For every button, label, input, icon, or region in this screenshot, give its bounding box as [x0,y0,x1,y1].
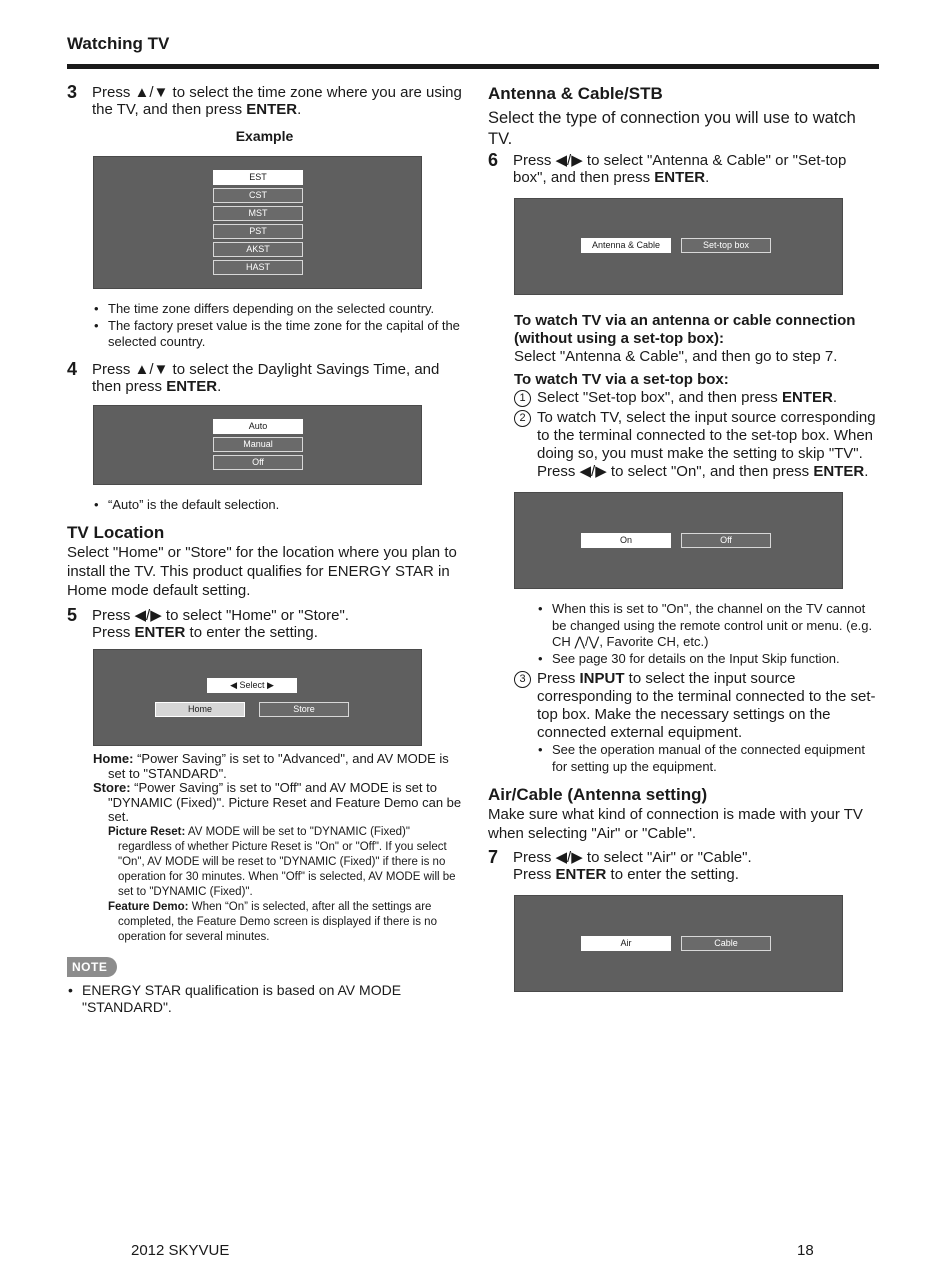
onoff-option-off[interactable]: Off [681,533,771,548]
conn-option-antenna-cable[interactable]: Antenna & Cable [581,238,671,253]
timezone-option-est[interactable]: EST [213,170,303,185]
tv-location-text: Select "Home" or "Store" for the location where you plan to install the TV. This product qualifies for ENERGY STAR in Home mode default setting. [67,544,457,599]
cable-option[interactable]: Cable [681,936,771,951]
step-text: Select "Set-top box", and then press ENTER. [537,389,837,406]
note-section [67,957,462,977]
timezone-option-akst[interactable]: AKST [213,242,303,257]
page-header-title: Watching TV [67,34,170,53]
list-item: • ENERGY STAR qualification is based on AV MODE "STANDARD". [67,982,462,1016]
dst-notes [93,497,462,514]
note-badge: NOTE [67,957,117,977]
step-text: Press ◀/▶ to select "Antenna & Cable" or "Set-top box", and then press ENTER. [513,152,847,186]
location-option-store[interactable]: Store [259,702,349,717]
left-column [67,84,462,1016]
step-text: Press ◀/▶ to select "Air" or "Cable". Press ENTER to enter the setting. [513,849,752,883]
select-indicator: ◀ Select ▶ [207,678,297,693]
step-6 [488,152,880,186]
connection-screen [514,198,843,295]
example-label: Example [235,128,294,144]
stb-step-3 [514,670,880,742]
input-skip-notes [537,601,880,667]
antenna-intro: Select the type of connection you will use to watch TV. [488,109,856,148]
home-description: Home: “Power Saving” is set to "Advanced", and AV MODE is set to "STANDARD". [93,751,449,781]
step-number: 7 [488,847,499,867]
step-5 [67,607,462,641]
air-option[interactable]: Air [581,936,671,951]
timezone-option-pst[interactable]: PST [213,224,303,239]
dst-option-manual[interactable]: Manual [213,437,303,452]
step-text: Press ▲/▼ to select the Daylight Savings Time, and then press ENTER. [92,360,440,395]
conn-option-set-top-box[interactable]: Set-top box [681,238,771,253]
step-number-circle: 3 [514,671,531,688]
list-item: • See page 30 for details on the Input Skip function. [537,651,880,668]
onoff-option-on[interactable]: On [581,533,671,548]
antenna-sub-text: Select "Antenna & Cable", and then go to step 7. [514,348,838,365]
step-text: Press ▲/▼ to select the time zone where you are using the TV, and then press ENTER. [92,84,462,118]
list-item: • The factory preset value is the time zone for the capital of the selected country. [93,318,462,351]
step-text: Press ◀/▶ to select "Home" or "Store". Press ENTER to enter the setting. [92,607,349,641]
page-number: 18 [797,1242,814,1259]
note-list [67,982,462,1016]
step-number-circle: 1 [514,390,531,407]
air-cable-screen [514,895,843,992]
step-number: 5 [67,605,78,625]
antenna-sub-heading: To watch TV via an antenna or cable connection (without using a set-top box): [514,312,856,347]
header-rule [67,64,879,69]
step-3 [67,84,462,118]
step-number: 3 [67,82,78,102]
location-screen [93,649,422,746]
antenna-heading: Antenna & Cable/STB [488,84,663,103]
timezone-screen [93,156,422,289]
timezone-option-mst[interactable]: MST [213,206,303,221]
timezone-option-hast[interactable]: HAST [213,260,303,275]
list-item: • When this is set to "On", the channel on the TV cannot be changed using the remote control unit or menu. (e.g. CH ⋀/⋁, Favorite CH, etc.) [537,601,880,651]
tv-location-heading: TV Location [67,523,165,542]
list-item: • “Auto” is the default selection. [93,497,462,514]
list-item: • The time zone differs depending on the selected country. [93,301,462,318]
timezone-notes [93,301,462,351]
picture-reset-description: Picture Reset: AV MODE will be set to "DYNAMIC (Fixed)" regardless of whether Picture Reset is "On" or "Off". If you select "On", AV MODE will be reset to "DYNAMIC (Fixed)" if there is no operation for 30 minutes. When "Off" is selected, AV MODE will be set to "DYNAMIC (Fixed)". [108,825,456,898]
dst-option-auto[interactable]: Auto [213,419,303,434]
store-description: Store: “Power Saving” is set to "Off" and AV MODE is set to "DYNAMIC (Fixed)". Picture Reset and Feature Demo can be set. [93,780,462,824]
air-cable-heading: Air/Cable (Antenna setting) [488,785,708,804]
step-number-circle: 2 [514,410,531,427]
step-number: 6 [488,150,499,170]
input-skip-screen [514,492,843,589]
footer-brand: 2012 SKYVUE [131,1242,230,1259]
step-7 [488,849,880,883]
timezone-option-cst[interactable]: CST [213,188,303,203]
step-text: To watch TV, select the input source corresponding to the terminal connected to the set-top box. When doing so, you must make the setting to skip "TV". Press ◀/▶ to select "On", and then press ENTER. [537,409,876,480]
list-item: • See the operation manual of the connected equipment for setting up the equipment. [537,742,880,775]
right-column [488,84,880,992]
stb-step-1 [514,389,880,407]
air-cable-intro: Make sure what kind of connection is made with your TV when selecting "Air" or "Cable". [488,806,863,842]
stb3-notes [537,742,880,775]
stb-heading: To watch TV via a set-top box: [514,371,729,388]
dst-screen [93,405,422,485]
step-text: Press INPUT to select the input source corresponding to the terminal connected to the set-top box. Make the necessary settings on the connected external equipment. [537,670,876,741]
location-option-home[interactable]: Home [155,702,245,717]
dst-option-off[interactable]: Off [213,455,303,470]
step-number: 4 [67,358,78,379]
step-4 [67,358,462,395]
stb-step-2 [514,409,880,481]
feature-demo-description: Feature Demo: When “On” is selected, after all the settings are completed, the Feature Demo screen is displayed if there is no operation for several minutes. [108,900,437,943]
